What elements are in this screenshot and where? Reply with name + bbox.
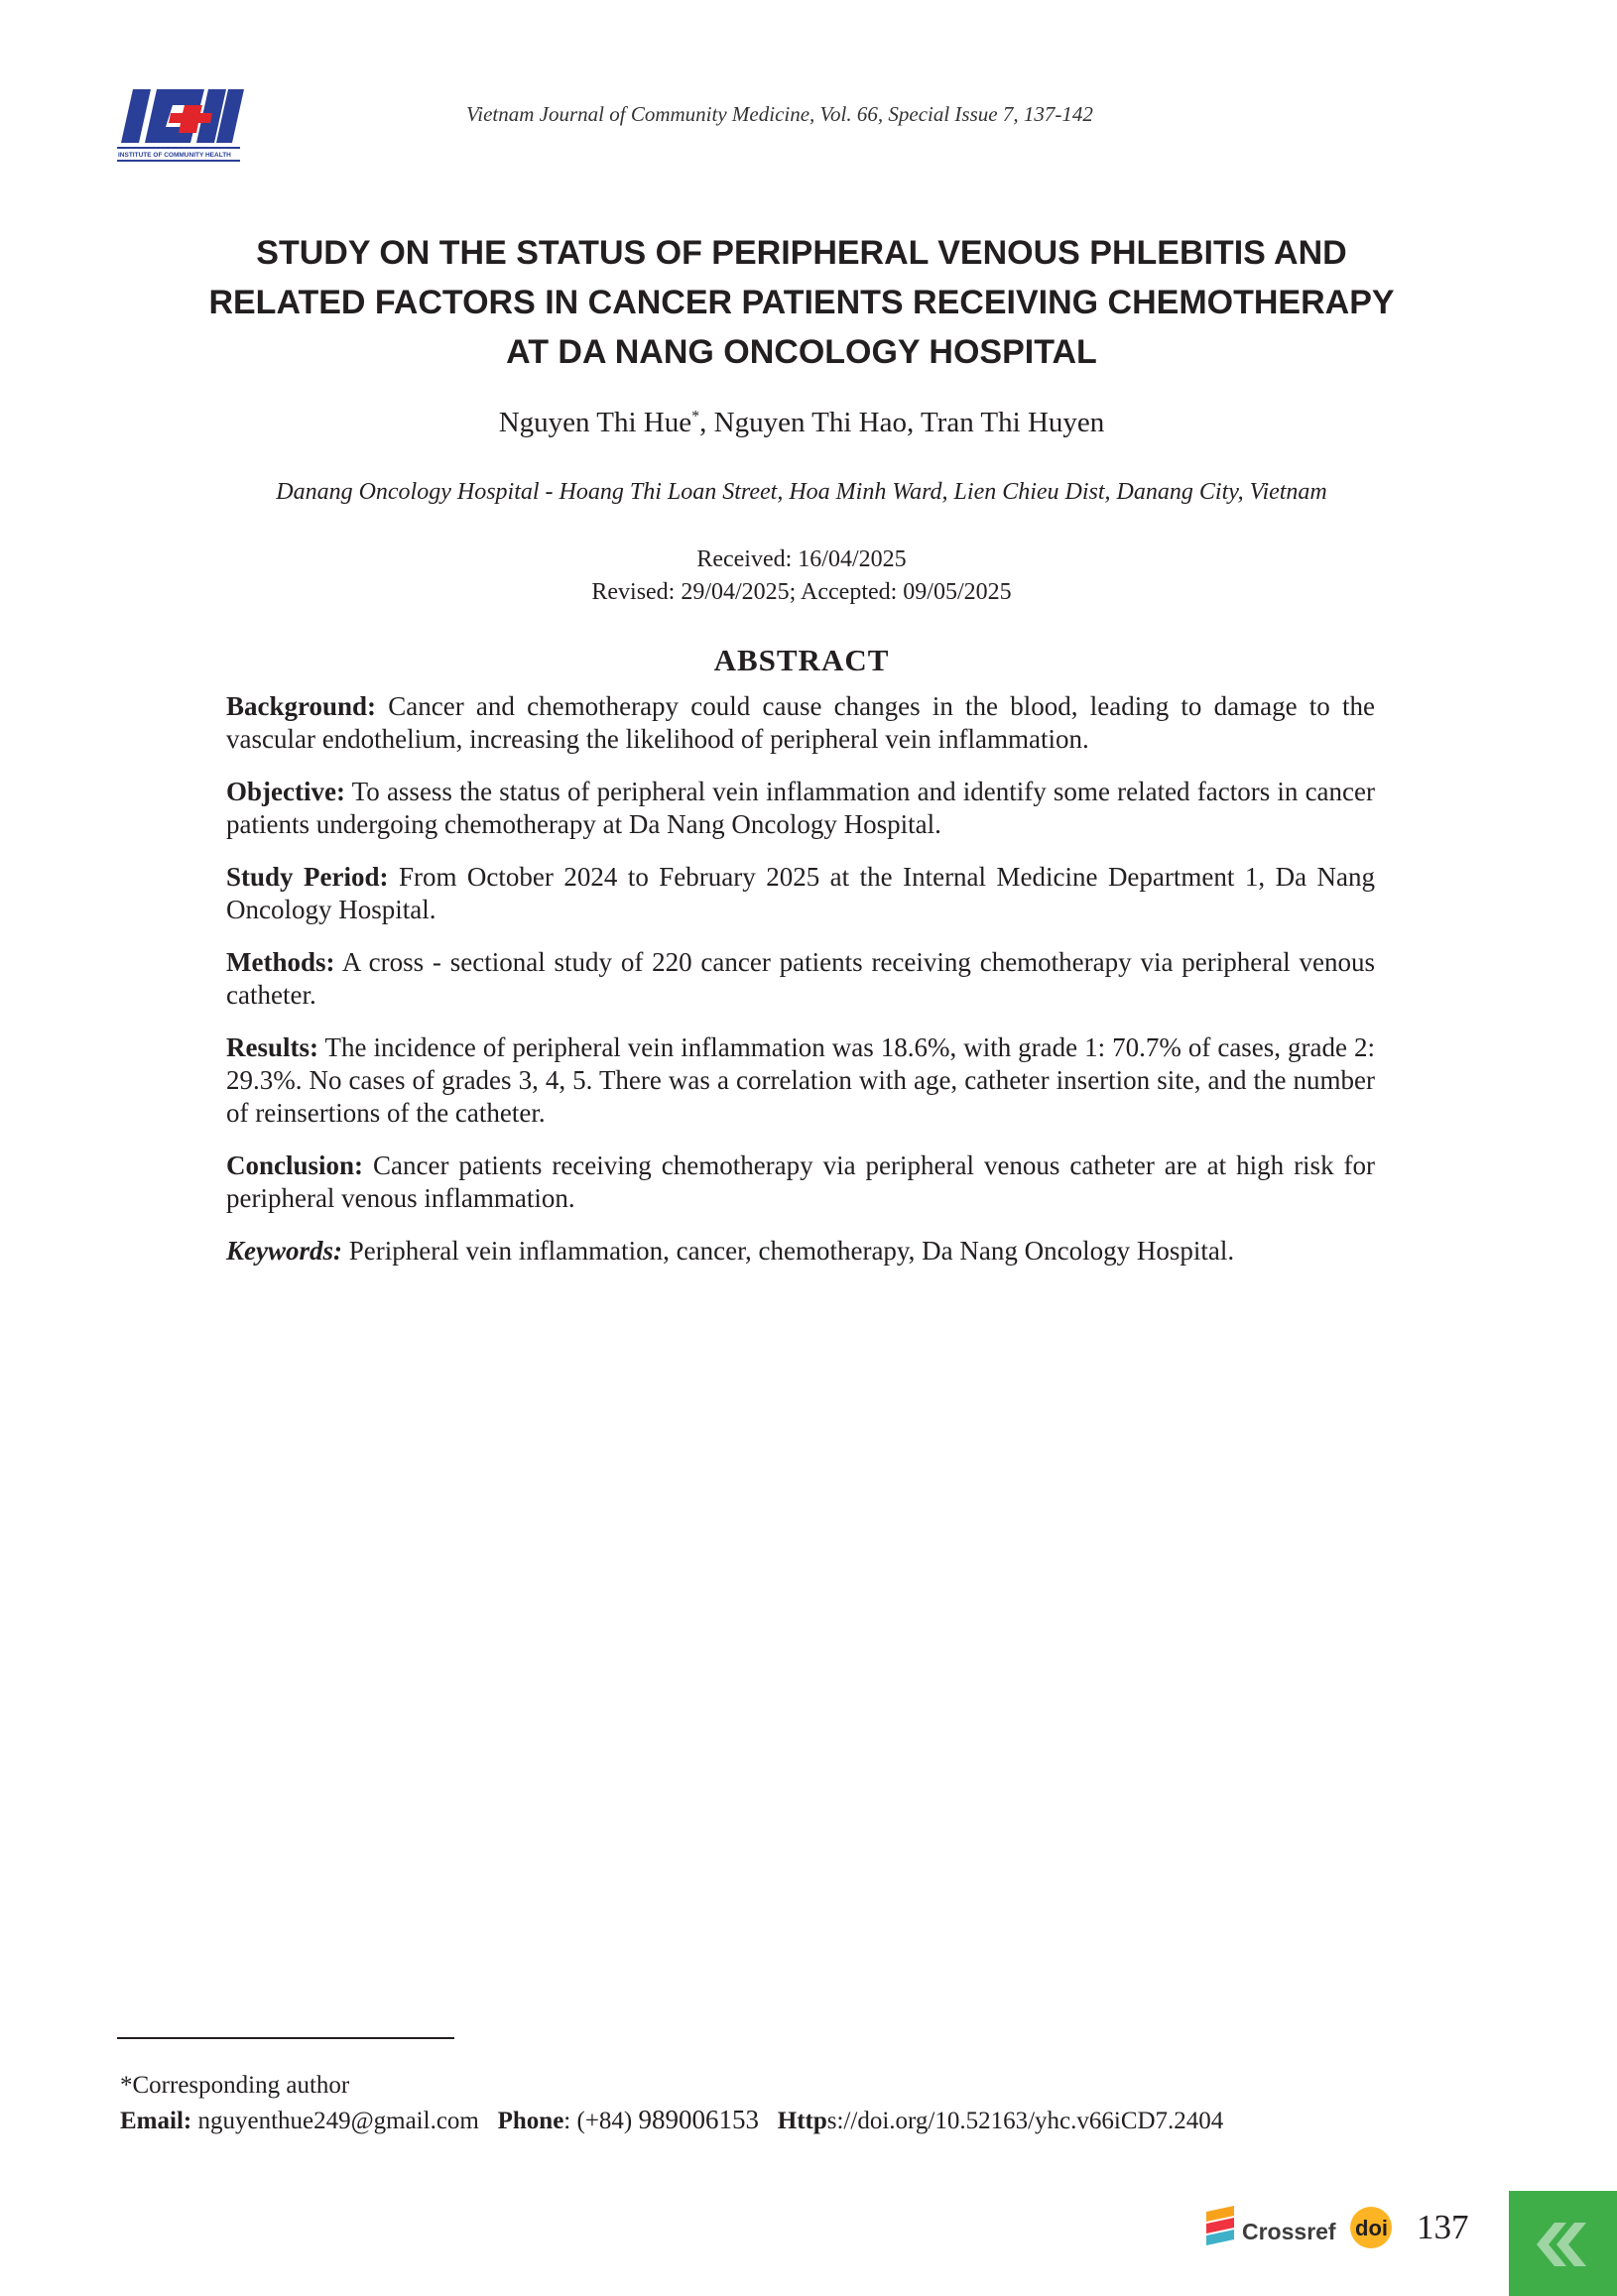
section-label: Objective:: [226, 777, 345, 806]
title-line-1: STUDY ON THE STATUS OF PERIPHERAL VENOUS PHLEBITIS AND: [256, 234, 1347, 272]
email-label: Email:: [120, 2108, 192, 2134]
doi-label: Http: [777, 2108, 827, 2134]
section-label: Methods:: [226, 947, 335, 977]
keywords-text: Peripheral vein inflammation, cancer, chemotherapy, Da Nang Oncology Hospital.: [342, 1236, 1235, 1266]
article-dates: [0, 544, 1603, 609]
section-text: Cancer and chemotherapy could cause changes in the blood, leading to damage to the vascular endothelium, increasing the likelihood of peripheral vein inflammation.: [226, 691, 1375, 754]
abstract-keywords: [226, 1235, 1375, 1268]
abstract-methods: [226, 946, 1375, 1012]
crossref-label: Crossref: [1242, 2219, 1336, 2244]
crossref-doi-badge[interactable]: [1204, 2204, 1393, 2253]
abstract-conclusion: [226, 1149, 1375, 1215]
section-text: To assess the status of peripheral vein inflammation and identify some related factors in cancer patients undergoing chemotherapy at Da Nang Oncology Hospital.: [226, 777, 1375, 839]
logo-text: INSTITUTE OF COMMUNITY HEALTH: [118, 152, 231, 159]
phone-number: 989006153: [638, 2105, 759, 2134]
section-text: Cancer patients receiving chemotherapy via peripheral venous catheter are at high risk for peripheral venous inflammation.: [226, 1150, 1375, 1213]
page-corner-tab: [1509, 2191, 1617, 2296]
section-text: From October 2024 to February 2025 at the Internal Medicine Department 1, Da Nang Oncology Hospital.: [226, 862, 1375, 924]
revised-accepted-date: Revised: 29/04/2025; Accepted: 09/05/2025: [591, 579, 1012, 605]
double-chevron-left-icon: [1527, 2223, 1586, 2266]
page-number: 137: [1417, 2208, 1469, 2246]
author-1: Nguyen Thi Hue: [498, 407, 692, 438]
section-label: Study Period:: [226, 862, 389, 892]
title-line-2: RELATED FACTORS IN CANCER PATIENTS RECEIVING CHEMOTHERAPY: [208, 284, 1395, 321]
footnote: [120, 2069, 1223, 2138]
section-label: Results:: [226, 1032, 318, 1062]
corresponding-mark: *: [691, 408, 700, 425]
affiliation: Danang Oncology Hospital - Hoang Thi Loan Street, Hoa Minh Ward, Lien Chieu Dist, Danang City, Vietnam: [276, 479, 1327, 505]
keywords-label: Keywords:: [226, 1236, 342, 1266]
doi-badge-label: doi: [1355, 2216, 1388, 2240]
author-list: [0, 407, 1603, 439]
section-label: Background:: [226, 691, 377, 721]
phone-label: Phone: [497, 2108, 564, 2134]
section-label: Conclusion:: [226, 1150, 364, 1180]
contact-line: [120, 2103, 1223, 2138]
article-title: [0, 228, 1603, 377]
other-authors: , Nguyen Thi Hao, Tran Thi Huyen: [699, 407, 1105, 438]
doi-link[interactable]: s://doi.org/10.52163/yhc.v66iCD7.2404: [826, 2108, 1224, 2134]
phone-prefix: : (+84): [563, 2108, 639, 2134]
received-date: Received: 16/04/2025: [696, 546, 907, 572]
section-text: A cross - sectional study of 220 cancer patients receiving chemotherapy via peripheral venous catheter.: [226, 947, 1375, 1010]
abstract-results: [226, 1031, 1375, 1130]
corresponding-author-note: *Corresponding author: [120, 2072, 350, 2099]
title-line-3: AT DA NANG ONCOLOGY HOSPITAL: [506, 333, 1097, 371]
abstract-study-period: [226, 861, 1375, 926]
abstract-heading: ABSTRACT: [713, 643, 890, 677]
section-text: The incidence of peripheral vein inflammation was 18.6%, with grade 1: 70.7% of cases, grade 2: 29.3%. No cases of grades 3, 4, 5. There was a correlation with age, catheter insertion site, and the number of reinsertions of the catheter.: [226, 1032, 1375, 1128]
journal-logo: [117, 87, 248, 165]
abstract-background: [226, 690, 1375, 756]
journal-citation: Vietnam Journal of Community Medicine, Vol. 66, Special Issue 7, 137-142: [466, 102, 1093, 126]
abstract-objective: [226, 776, 1375, 841]
abstract-body: [226, 690, 1375, 1287]
email-address[interactable]: nguyenthue249@gmail.com: [191, 2108, 479, 2134]
footnote-divider: [117, 2037, 454, 2039]
